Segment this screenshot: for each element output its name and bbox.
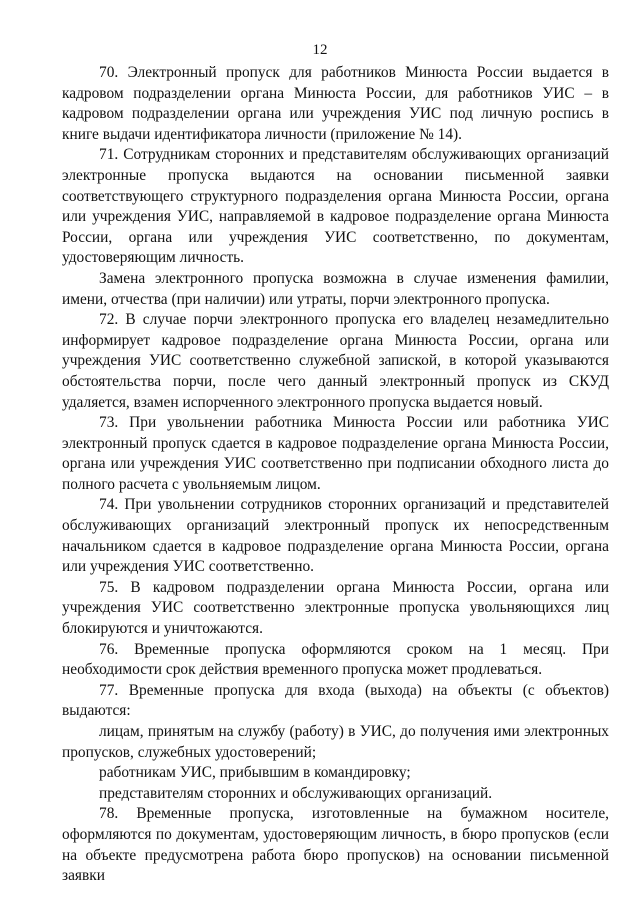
paragraph-77: 77. Временные пропуска для входа (выхода) на объекты (с объектов) выдаются:: [62, 681, 609, 720]
paragraph-71-replacement: Замена электронного пропуска возможна в случае изменения фамилии, имени, отчества (при наличии) или утраты, порчи электронного пропуска.: [62, 269, 609, 308]
paragraph-71: 71. Сотрудникам сторонних и представителям обслуживающих организаций электронные пропуска выдаются на основании письменной заявки соответствующего структурного подразделения органа Минюста России, органа или учреждения УИС, направляемой в кадровое подразделение органа Минюста России, органа или учреждения УИС соответственно, по документам, удостоверяющим личность.: [62, 146, 609, 267]
paragraph-75: 75. В кадровом подразделении органа Минюста России, органа или учреждения УИС соответственно электронные пропуска увольняющихся лиц блокируются и уничтожаются.: [62, 578, 609, 638]
paragraph-78: 78. Временные пропуска, изготовленные на бумажном носителе, оформляются по документам, удостоверяющим личность, в бюро пропусков (если на объекте предусмотрена работа бюро пропусков) на основании письменной заявки: [62, 805, 609, 885]
list-item-third-parties: представителям сторонних и обслуживающих организаций.: [99, 784, 493, 802]
page-number: 12: [312, 42, 328, 58]
document-body: [62, 63, 609, 887]
paragraph-70: 70. Электронный пропуск для работников Минюста России выдается в кадровом подразделении органа Минюста России, для работников УИС – в кадровом подразделении органа или учреждения УИС под личную роспись в книге выдачи идентификатора личности (приложение № 14).: [62, 64, 609, 143]
paragraph-76: 76. Временные пропуска оформляются сроком на 1 месяц. При необходимости срок действия временного пропуска может продлеваться.: [62, 640, 609, 679]
paragraph-74: 74. При увольнении сотрудников сторонних организаций и представителей обслуживающих организаций электронный пропуск их непосредственным начальником сдается в кадровое подразделение органа Минюста России, органа или учреждения УИС соответственно.: [62, 496, 609, 576]
paragraph-72: 72. В случае порчи электронного пропуска его владелец незамедлительно информирует кадровое подразделение органа Минюста России, органа или учреждения УИС соответственно служебной запиской, в которой указываются обстоятельства порчи, после чего данный электронный пропуск из СКУД удаляется, взамен испорченного электронного пропуска выдается новый.: [62, 311, 609, 411]
list-item-new-staff: лицам, принятым на службу (работу) в УИС, до получения ими электронных пропусков, служебных удостоверений;: [62, 723, 609, 761]
paragraph-73: 73. При увольнении работника Минюста России или работника УИС электронный пропуск сдается в кадровое подразделение органа Минюста России, органа или учреждения УИС соответственно при подписании обходного листа до полного расчета с увольняемым лицом.: [62, 414, 609, 493]
list-item-business-trip: работникам УИС, прибывшим в командировку;: [99, 764, 411, 782]
